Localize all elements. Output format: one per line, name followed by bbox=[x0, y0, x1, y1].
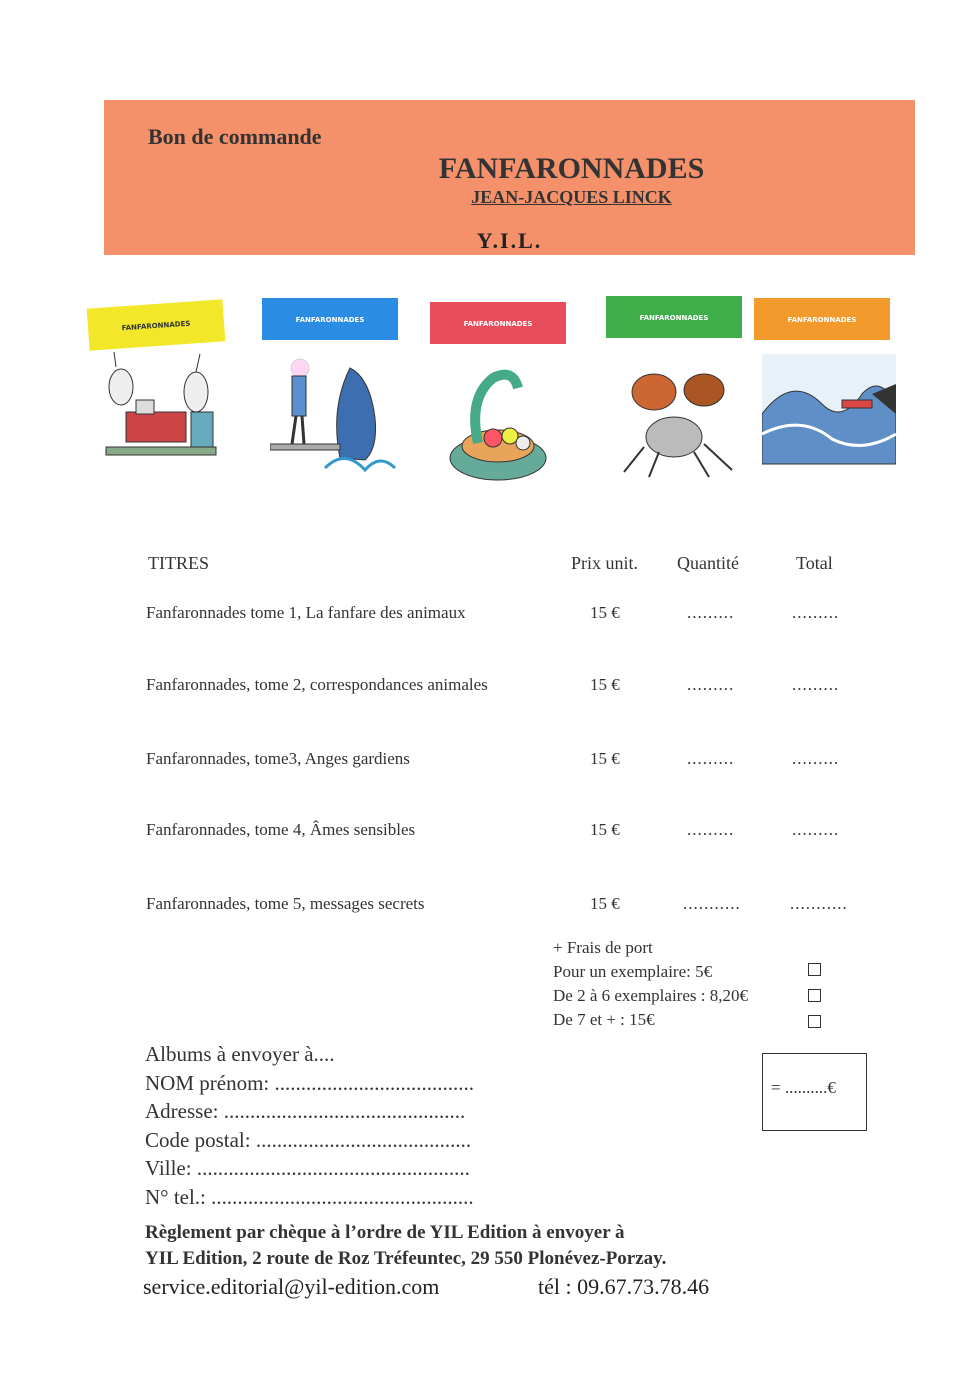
total-field[interactable]: ......... bbox=[792, 820, 840, 839]
total-field[interactable]: ......... bbox=[792, 749, 840, 768]
shipping-costs bbox=[553, 936, 748, 1032]
book-cover-3 bbox=[430, 302, 570, 492]
total-field[interactable]: ........... bbox=[790, 894, 848, 913]
book-title: Fanfaronnades, tome 4, Âmes sensibles bbox=[146, 820, 416, 839]
publisher-name: Y.I.L. bbox=[476, 228, 543, 253]
contact-phone: tél : 09.67.73.78.46 bbox=[538, 1274, 710, 1299]
shipping-checkbox-2[interactable] bbox=[808, 989, 821, 1002]
book-cover-crabs-icon bbox=[614, 352, 744, 482]
book-cover-2 bbox=[262, 292, 402, 482]
book-title: Fanfaronnades tome 1, La fanfare des animaux bbox=[146, 603, 466, 622]
phone-field[interactable]: N° tel.: .................................................. bbox=[145, 1184, 474, 1209]
book-cover-5 bbox=[754, 298, 894, 488]
shipping-option: De 2 à 6 exemplaires : 8,20€ bbox=[553, 986, 748, 1005]
contact-email[interactable]: service.editorial@yil-edition.com bbox=[143, 1274, 440, 1299]
city-field[interactable]: Ville: .................................................... bbox=[145, 1156, 470, 1180]
form-subtitle: Bon de commande bbox=[148, 124, 322, 149]
total-field[interactable]: ......... bbox=[792, 603, 840, 622]
payment-line: YIL Edition, 2 route de Roz Tréfeuntec, 29 550 Plonévez-Porzay. bbox=[145, 1248, 667, 1269]
book-cover-dolphin-icon bbox=[270, 348, 400, 478]
book-cover-snake-icon bbox=[438, 358, 558, 488]
book-title: Fanfaronnades, tome 5, messages secrets bbox=[146, 894, 425, 913]
shipping-option: De 7 et + : 15€ bbox=[553, 1010, 655, 1029]
shipping-title: + Frais de port bbox=[553, 938, 653, 957]
col-header-total: Total bbox=[796, 553, 833, 573]
quantity-field[interactable]: ......... bbox=[687, 675, 735, 694]
cover-band: FANFARONNADES bbox=[87, 299, 226, 350]
author-name: JEAN-JACQUES LINCK bbox=[471, 187, 672, 207]
quantity-field[interactable]: ......... bbox=[687, 749, 735, 768]
col-header-quantity: Quantité bbox=[677, 553, 739, 573]
cover-band: FANFARONNADES bbox=[430, 302, 566, 344]
shipping-address-form bbox=[145, 1040, 474, 1211]
payment-line: Règlement par chèque à l’ordre de YIL Edition à envoyer à bbox=[145, 1222, 625, 1243]
payment-instructions bbox=[145, 1220, 666, 1272]
unit-price: 15 € bbox=[590, 749, 620, 768]
shipping-checkbox-3[interactable] bbox=[808, 1015, 821, 1028]
book-title: Fanfaronnades, tome3, Anges gardiens bbox=[146, 749, 410, 768]
col-header-titles: TITRES bbox=[148, 553, 209, 573]
book-title: Fanfaronnades, tome 2, correspondances animales bbox=[146, 675, 488, 694]
postal-code-field[interactable]: Code postal: ......................................... bbox=[145, 1127, 472, 1152]
book-covers bbox=[86, 292, 906, 492]
col-header-price: Prix unit. bbox=[571, 553, 639, 573]
shipping-option: Pour un exemplaire: 5€ bbox=[553, 962, 713, 981]
total-field[interactable]: ......... bbox=[792, 675, 840, 694]
unit-price: 15 € bbox=[590, 603, 620, 622]
cover-band: FANFARONNADES bbox=[606, 296, 742, 338]
quantity-field[interactable]: ........... bbox=[683, 894, 741, 913]
cover-band: FANFARONNADES bbox=[754, 298, 890, 340]
quantity-field[interactable]: ......... bbox=[687, 603, 735, 622]
quantity-field[interactable]: ......... bbox=[687, 820, 735, 839]
unit-price: 15 € bbox=[590, 894, 620, 913]
unit-price: 15 € bbox=[590, 675, 620, 694]
order-form-header bbox=[104, 100, 915, 255]
cover-band: FANFARONNADES bbox=[262, 298, 398, 340]
series-title: FANFARONNADES bbox=[438, 152, 705, 185]
address-intro: Albums à envoyer à.... bbox=[145, 1042, 335, 1066]
name-field[interactable]: NOM prénom: ...................................... bbox=[145, 1070, 474, 1095]
book-cover-animals-office-icon bbox=[96, 352, 224, 472]
grand-total-field[interactable]: = ..........€ bbox=[771, 1078, 836, 1097]
book-cover-1 bbox=[88, 296, 228, 486]
shipping-checkbox-1[interactable] bbox=[808, 963, 821, 976]
unit-price: 15 € bbox=[590, 820, 620, 839]
grand-total-box[interactable] bbox=[762, 1053, 867, 1131]
street-field[interactable]: Adresse: .............................................. bbox=[145, 1099, 466, 1123]
book-cover-wave-icon bbox=[762, 354, 896, 474]
book-cover-4 bbox=[606, 296, 746, 486]
